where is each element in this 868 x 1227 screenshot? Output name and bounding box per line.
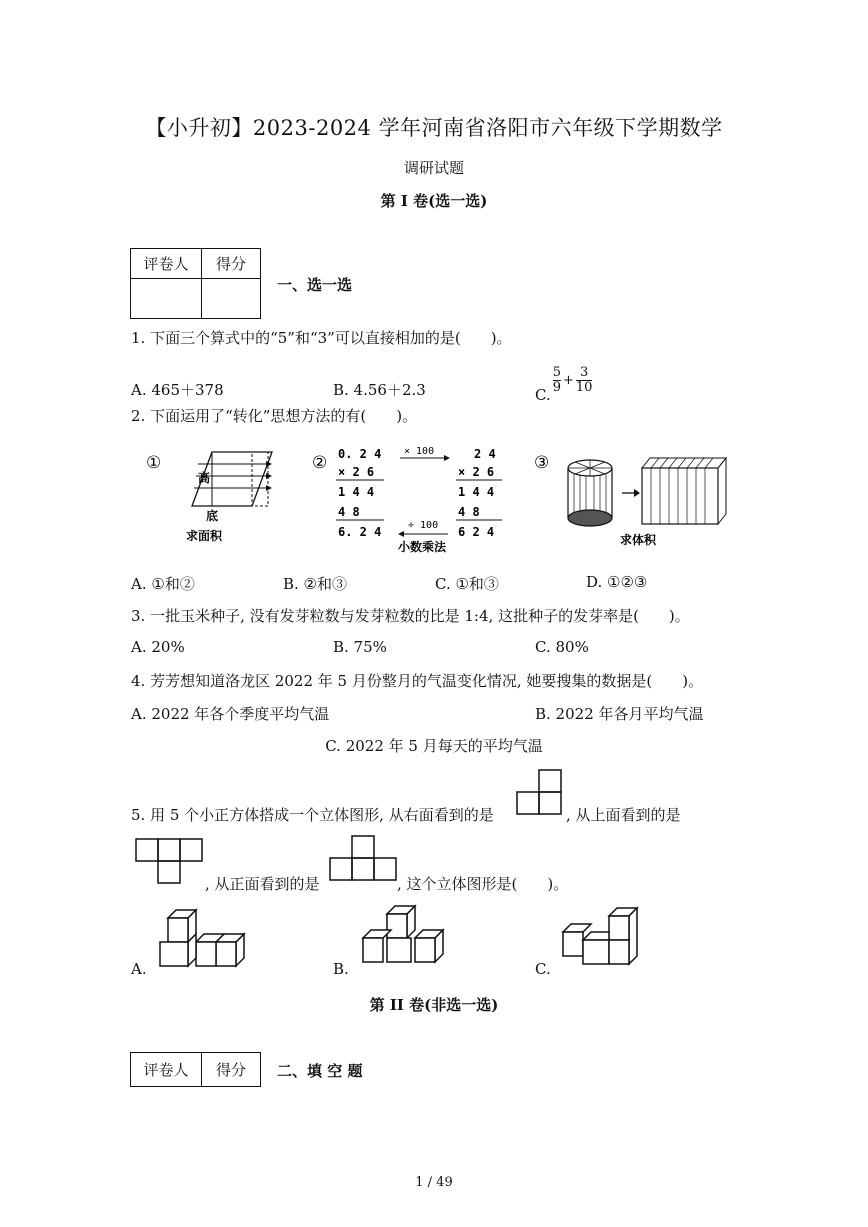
q2-option-c: C. ①和③ <box>435 575 499 593</box>
fig2-caption: 小数乘法 <box>398 540 447 554</box>
page-number: 1 / 49 <box>415 1175 453 1190</box>
q4-option-c: C. 2022 年 5 月每天的平均气温 <box>325 737 543 755</box>
fig3-number: ③ <box>534 453 550 473</box>
q5-option-b-figure <box>358 904 448 966</box>
fig2-right-row-3: 1 4 4 <box>458 485 495 499</box>
section-1-title: 一、选一选 <box>277 276 353 294</box>
q4-option-b: B. 2022 年各月平均气温 <box>535 705 704 723</box>
q2-option-b: B. ②和③ <box>283 575 348 593</box>
q2-option-a: A. ①和② <box>131 575 195 593</box>
q2-stem: 2. 下面运用了“转化”思想方法的有( )。 <box>131 407 418 425</box>
q3-stem: 3. 一批玉米种子, 没有发芽粒数与发芽粒数的比是 1:4, 这批种子的发芽率是( )。 <box>131 607 690 625</box>
volume-1-heading: 第 I 卷(选一选) <box>380 192 488 210</box>
q2-figure-3 <box>530 448 730 552</box>
q1-option-c-prefix: C. <box>535 386 551 404</box>
document-subtitle: 调研试题 <box>403 159 464 177</box>
frac1-denominator: 9 <box>552 379 561 395</box>
q5-option-c-figure <box>558 904 650 972</box>
score-label: 得分 <box>202 249 261 279</box>
fig3-caption: 求体积 <box>620 533 657 547</box>
fig1-number: ① <box>146 453 162 473</box>
fig2-bottom-arrow-label: ÷ 100 <box>408 520 439 531</box>
q5-stem-part-4: , 这个立体图形是( )。 <box>397 875 569 893</box>
q1-option-c <box>535 356 592 404</box>
q4-stem: 4. 芳芳想知道洛龙区 2022 年 5 月份整月的气温变化情况, 她要搜集的数据是( )。 <box>131 672 704 690</box>
q1-fraction-1 <box>553 366 561 395</box>
q2-figure-1 <box>140 446 280 546</box>
q2-option-d: D. ①②③ <box>586 573 648 591</box>
volume-2-heading: 第 II 卷(非选一选) <box>369 996 499 1014</box>
q5-option-a-figure <box>155 906 260 972</box>
fig1-base-label: 底 <box>206 509 219 523</box>
section-2-title: 二、填 空 题 <box>277 1062 363 1080</box>
q5-stem-part-3: , 从正面看到的是 <box>205 875 320 893</box>
frac2-numerator: 3 <box>580 364 589 380</box>
fig2-right-row-1: 2 4 <box>474 447 496 461</box>
fig2-left-row-2: × 2 6 <box>338 465 375 479</box>
score-table-2 <box>130 1052 261 1087</box>
q1-plus-sign: + <box>563 372 574 388</box>
q4-option-a: A. 2022 年各个季度平均气温 <box>131 705 330 723</box>
q3-option-b: B. 75% <box>333 638 387 656</box>
score-cell <box>202 279 261 319</box>
q5-top-view-icon <box>134 837 206 887</box>
q3-option-a: A. 20% <box>131 638 185 656</box>
document-title: 【小升初】2023-2024 学年河南省洛阳市六年级下学期数学 <box>145 116 723 140</box>
fig1-caption: 求面积 <box>186 529 223 543</box>
fig2-right-row-4: 4 8 <box>458 505 480 519</box>
q1-fraction-2 <box>576 366 593 395</box>
fig2-right-row-2: × 2 6 <box>458 465 495 479</box>
fig1-high-label: 高 <box>198 471 211 485</box>
grader-label: 评卷人 <box>131 249 202 279</box>
fig2-left-row-4: 4 8 <box>338 505 360 519</box>
fig2-left-row-5: 6. 2 4 <box>338 525 382 539</box>
q1-option-b: B. 4.56＋2.3 <box>333 381 426 399</box>
q5-front-view-icon <box>328 834 398 884</box>
q5-option-b-label: B. <box>333 960 349 978</box>
frac2-denominator: 10 <box>575 379 593 395</box>
q5-right-view-icon <box>515 768 565 818</box>
frac1-numerator: 5 <box>552 364 561 380</box>
grader-cell <box>131 279 202 319</box>
q1-option-a: A. 465＋378 <box>131 381 224 399</box>
fig2-number: ② <box>312 453 328 473</box>
fig2-top-arrow-label: × 100 <box>404 446 435 457</box>
score-label-2: 得分 <box>202 1053 261 1087</box>
fig2-right-row-5: 6 2 4 <box>458 525 495 539</box>
q5-stem-part-1: 5. 用 5 个小正方体搭成一个立体图形, 从右面看到的是 <box>131 806 494 824</box>
fig2-left-row-1: 0. 2 4 <box>338 447 382 461</box>
fig2-left-row-3: 1 4 4 <box>338 485 375 499</box>
q5-stem-part-2: , 从上面看到的是 <box>566 806 681 824</box>
grader-label-2: 评卷人 <box>131 1053 202 1087</box>
q1-stem: 1. 下面三个算式中的“5”和“3”可以直接相加的是( )。 <box>131 329 512 347</box>
q3-option-c: C. 80% <box>535 638 589 656</box>
q5-option-c-label: C. <box>535 960 551 978</box>
score-table-1 <box>130 248 261 319</box>
q2-figure-2 <box>308 442 513 554</box>
q5-option-a-label: A. <box>131 960 147 978</box>
